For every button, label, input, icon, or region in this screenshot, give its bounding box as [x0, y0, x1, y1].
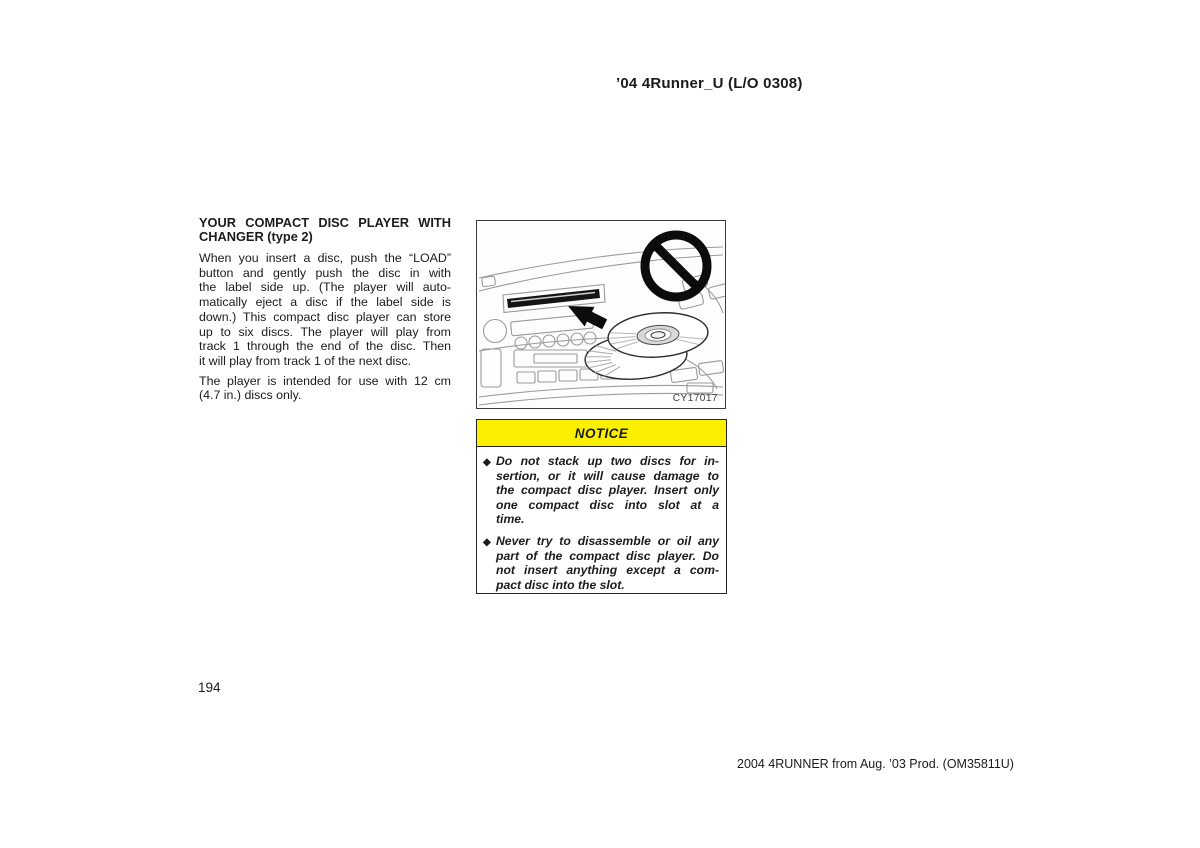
figure-cd-player-illustration [476, 220, 726, 409]
page-number: 194 [198, 680, 221, 695]
paragraph-disc-size: The player is intended for use with 12 cm (4.7 in.) discs only. [199, 373, 451, 403]
notice-title: NOTICE [477, 420, 726, 447]
article-column [199, 216, 451, 403]
footer-print-note: 2004 4RUNNER from Aug. ’03 Prod. (OM35811U) [737, 757, 1014, 771]
notice-bullet-text: Do not stack up two discs for in- sertion, or it will cause damage to the compact disc player. Insert only one compact disc into slot at a time. [496, 454, 719, 527]
notice-bullet-stacking [483, 454, 719, 527]
section-heading: YOUR COMPACT DISC PLAYER WITH CHANGER (type 2) [199, 215, 451, 244]
figure-code-label: CY17017 [672, 393, 718, 404]
stereo-line-art [477, 221, 725, 408]
notice-bullet-disassemble [483, 534, 719, 592]
paragraph-insert-disc: When you insert a disc, push the “LOAD” button and gently push the disc in with the label side up. (The player will auto- matically eject a disc if the label side is down.) This compact disc player can store up to six discs. The player will play from track 1 through the end of the disc. Then it will play from track 1 of the next disc. [199, 251, 451, 368]
cd-slot [507, 289, 600, 308]
notice-body [477, 447, 726, 592]
notice-box [476, 419, 727, 594]
notice-bullet-text: Never try to disassemble or oil any part of the compact disc player. Do not insert anything except a com- pact disc into the slot. [496, 533, 719, 592]
header-print-code: ’04 4Runner_U (L/O 0308) [616, 75, 803, 92]
diamond-bullet-icon: ◆ [483, 457, 491, 468]
no-symbol-icon [645, 235, 707, 297]
diamond-bullet-icon: ◆ [483, 536, 491, 548]
insert-arrow-icon [568, 306, 607, 329]
